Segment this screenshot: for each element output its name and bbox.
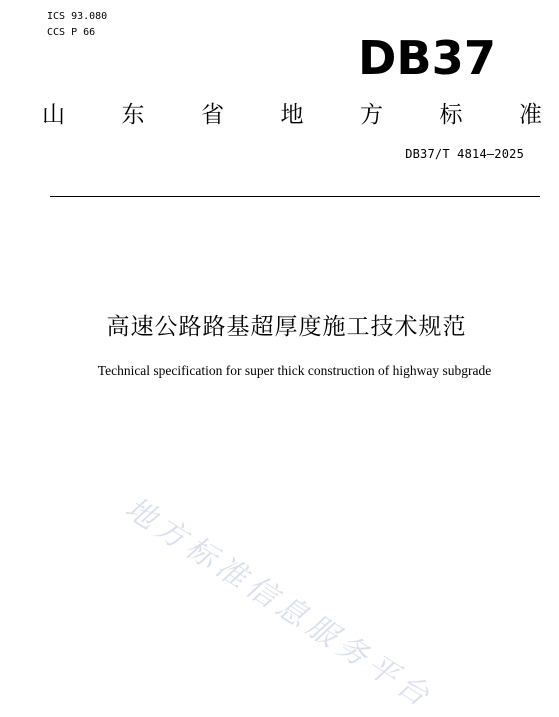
db37-logo [358, 32, 496, 80]
logo-text: DB37 [358, 32, 496, 80]
issuing-organization [42, 99, 542, 131]
org-char: 山 [42, 102, 65, 128]
org-char: 省 [201, 102, 224, 128]
org-char: 地 [280, 102, 304, 128]
title-english: Technical specification for super thick construction of highway subgrade [97, 363, 492, 378]
org-char: 方 [360, 102, 383, 128]
header-divider [50, 196, 540, 197]
org-char: 准 [519, 102, 542, 128]
ics-code: ICS 93.080 [47, 11, 108, 22]
title-chinese: 高速公路路基超厚度施工技术规范 [106, 314, 467, 340]
ccs-code: CCS P 66 [47, 27, 96, 38]
standard-number: DB37/T 4814—2025 [405, 147, 524, 161]
watermark-text: 地方标准信息服务平台 [118, 490, 440, 717]
org-char: 标 [439, 102, 463, 128]
org-char: 东 [121, 102, 145, 128]
